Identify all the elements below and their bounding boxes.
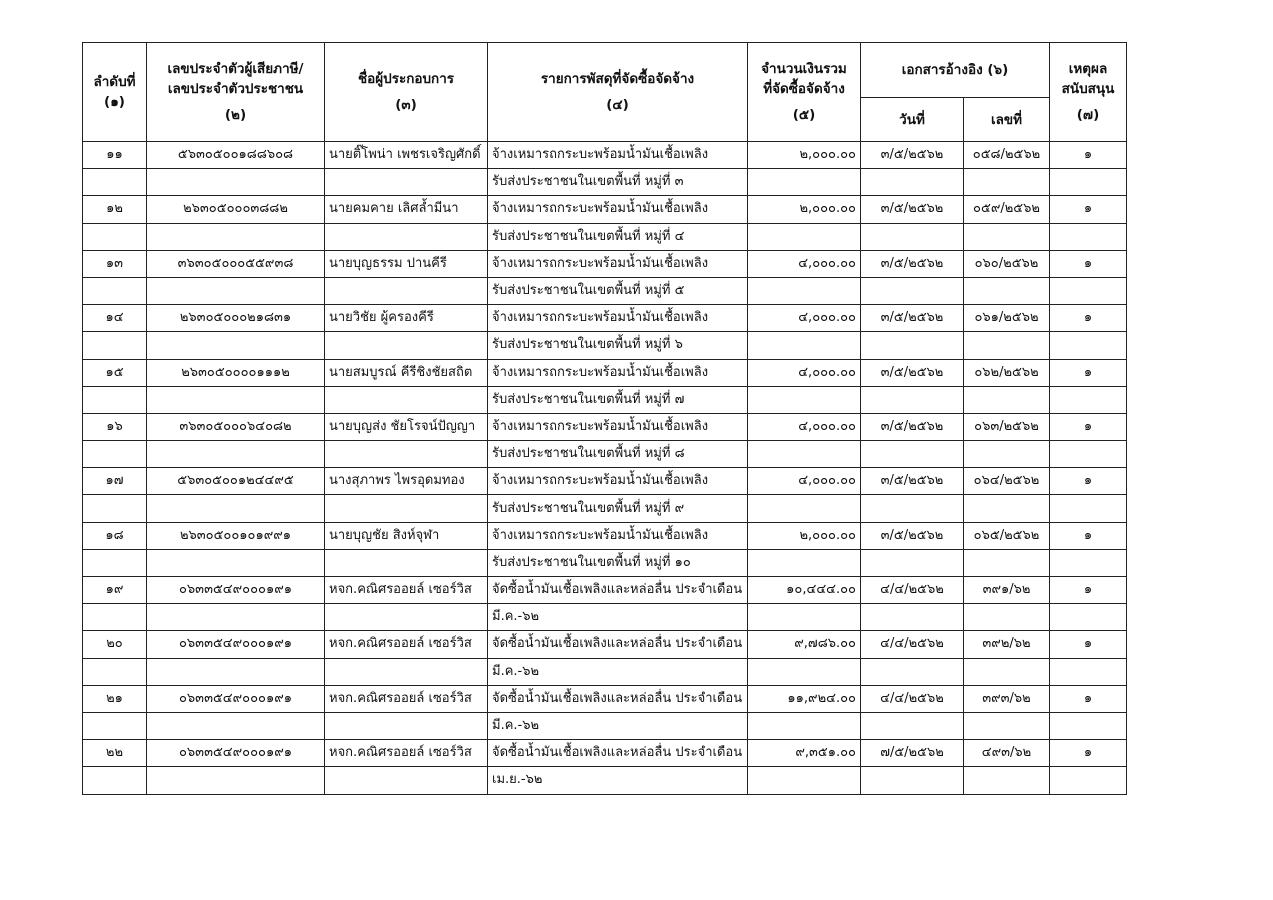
empty-cell [147,658,325,685]
cell-item: จ้างเหมารถกระบะพร้อมน้ำมันเชื้อเพลิง [488,305,748,332]
empty-cell [83,441,147,468]
cell-taxid: ๒๖๓๐๕๐๐๐๒๑๘๓๑ [147,305,325,332]
cell-vendor: หจก.คณิศรออยล์ เซอร์วิส [325,740,488,767]
empty-cell [147,767,325,794]
cell-item-continuation: รับส่งประชาชนในเขตพื้นที่ หมู่ที่ ๔ [488,223,748,250]
empty-cell [748,441,861,468]
empty-cell [1050,549,1127,576]
cell-item: จัดซื้อน้ำมันเชื้อเพลิงและหล่อลื่น ประจำเดือน [488,577,748,604]
cell-reason: ๑ [1050,468,1127,495]
table-row-continuation [83,604,1127,631]
cell-seq: ๑๕ [83,359,147,386]
cell-ref-no: ๔๙๓/๖๒ [964,740,1050,767]
cell-reason: ๑ [1050,740,1127,767]
cell-seq: ๑๖ [83,413,147,440]
empty-cell [83,277,147,304]
empty-cell [83,549,147,576]
cell-ref-date: ๓/๕/๒๕๖๒ [861,359,964,386]
empty-cell [83,658,147,685]
cell-ref-no: ๐๖๔/๒๕๖๒ [964,468,1050,495]
empty-cell [83,332,147,359]
cell-vendor: หจก.คณิศรออยล์ เซอร์วิส [325,577,488,604]
cell-taxid: ๐๖๓๓๕๔๙๐๐๐๑๙๑ [147,740,325,767]
empty-cell [861,549,964,576]
empty-cell [861,767,964,794]
empty-cell [325,549,488,576]
cell-seq: ๒๒ [83,740,147,767]
empty-cell [147,169,325,196]
header-ref-date: วันที่ [861,98,964,142]
cell-reason: ๑ [1050,685,1127,712]
cell-vendor: นายวิชัย ผู้ครองคีรี [325,305,488,332]
cell-vendor: นายบุญส่ง ชัยโรจน์ปัญญา [325,413,488,440]
cell-reason: ๑ [1050,142,1127,169]
empty-cell [325,223,488,250]
empty-cell [147,223,325,250]
cell-ref-no: ๐๖๓/๒๕๖๒ [964,413,1050,440]
cell-seq: ๒๐ [83,631,147,658]
empty-cell [325,277,488,304]
empty-cell [325,712,488,739]
table-body [83,142,1127,795]
cell-ref-date: ๔/๔/๒๕๖๒ [861,631,964,658]
cell-reason: ๑ [1050,413,1127,440]
empty-cell [861,658,964,685]
empty-cell [147,441,325,468]
empty-cell [748,223,861,250]
cell-amount: ๙,๓๕๑.๐๐ [748,740,861,767]
table-row-continuation [83,549,1127,576]
table-row-continuation [83,658,1127,685]
cell-seq: ๑๘ [83,522,147,549]
table-row [83,196,1127,223]
empty-cell [147,332,325,359]
empty-cell [964,495,1050,522]
table-row [83,250,1127,277]
table-row [83,577,1127,604]
cell-taxid: ๓๖๓๐๕๐๐๐๕๕๙๓๘ [147,250,325,277]
cell-item-continuation: รับส่งประชาชนในเขตพื้นที่ หมู่ที่ ๙ [488,495,748,522]
cell-item-continuation: มี.ค.-๖๒ [488,712,748,739]
cell-item: จ้างเหมารถกระบะพร้อมน้ำมันเชื้อเพลิง [488,468,748,495]
cell-reason: ๑ [1050,359,1127,386]
table-row-continuation [83,223,1127,250]
cell-ref-date: ๗/๕/๒๕๖๒ [861,740,964,767]
empty-cell [861,386,964,413]
table-row-continuation [83,332,1127,359]
header-reference: เอกสารอ้างอิง (๖) [861,43,1050,98]
header-seq: ลำดับที่ (๑) [83,43,147,142]
cell-taxid: ๐๖๓๓๕๔๙๐๐๐๑๙๑ [147,577,325,604]
cell-reason: ๑ [1050,631,1127,658]
table-row-continuation [83,441,1127,468]
cell-item-continuation: รับส่งประชาชนในเขตพื้นที่ หมู่ที่ ๓ [488,169,748,196]
cell-taxid: ๓๖๓๐๕๐๐๐๖๔๐๘๒ [147,413,325,440]
cell-ref-no: ๓๙๑/๖๒ [964,577,1050,604]
cell-item: จ้างเหมารถกระบะพร้อมน้ำมันเชื้อเพลิง [488,522,748,549]
empty-cell [1050,169,1127,196]
table-row-continuation [83,277,1127,304]
empty-cell [1050,332,1127,359]
cell-vendor: นายติ๊โพน่า เพชรเจริญศักดิ์ [325,142,488,169]
cell-vendor: นายสมบูรณ์ คีรีชิงชัยสถิต [325,359,488,386]
cell-item-continuation: มี.ค.-๖๒ [488,658,748,685]
empty-cell [861,332,964,359]
table-row [83,359,1127,386]
cell-seq: ๑๓ [83,250,147,277]
header-taxid: เลขประจำตัวผู้เสียภาษี/ เลขประจำตัวประชาชน (๒) [147,43,325,142]
table-row-continuation [83,495,1127,522]
cell-ref-date: ๓/๕/๒๕๖๒ [861,522,964,549]
empty-cell [748,604,861,631]
cell-item-continuation: รับส่งประชาชนในเขตพื้นที่ หมู่ที่ ๗ [488,386,748,413]
table-row [83,522,1127,549]
cell-ref-date: ๓/๕/๒๕๖๒ [861,468,964,495]
cell-item: จ้างเหมารถกระบะพร้อมน้ำมันเชื้อเพลิง [488,359,748,386]
cell-taxid: ๒๖๓๐๕๐๐๐๓๘๘๒ [147,196,325,223]
cell-amount: ๔,๐๐๐.๐๐ [748,413,861,440]
empty-cell [748,386,861,413]
table-row-continuation [83,712,1127,739]
cell-taxid: ๒๖๓๐๕๐๐๑๐๑๙๙๑ [147,522,325,549]
cell-seq: ๑๗ [83,468,147,495]
empty-cell [147,277,325,304]
cell-taxid: ๒๖๓๐๕๐๐๐๐๑๑๑๒ [147,359,325,386]
cell-vendor: นายคมคาย เลิศล้ำมีนา [325,196,488,223]
empty-cell [325,767,488,794]
empty-cell [861,712,964,739]
empty-cell [325,386,488,413]
cell-seq: ๑๙ [83,577,147,604]
empty-cell [1050,386,1127,413]
cell-item: จัดซื้อน้ำมันเชื้อเพลิงและหล่อลื่น ประจำเดือน [488,631,748,658]
table-row-continuation [83,767,1127,794]
cell-amount: ๙,๗๘๖.๐๐ [748,631,861,658]
empty-cell [83,767,147,794]
cell-seq: ๒๑ [83,685,147,712]
empty-cell [964,386,1050,413]
cell-ref-no: ๐๖๒/๒๕๖๒ [964,359,1050,386]
cell-amount: ๒,๐๐๐.๐๐ [748,196,861,223]
cell-item-continuation: รับส่งประชาชนในเขตพื้นที่ หมู่ที่ ๘ [488,441,748,468]
cell-amount: ๔,๐๐๐.๐๐ [748,250,861,277]
cell-taxid: ๕๖๓๐๕๐๐๑๒๔๔๙๕ [147,468,325,495]
empty-cell [964,712,1050,739]
empty-cell [748,169,861,196]
cell-item: จ้างเหมารถกระบะพร้อมน้ำมันเชื้อเพลิง [488,250,748,277]
cell-item: จ้างเหมารถกระบะพร้อมน้ำมันเชื้อเพลิง [488,142,748,169]
cell-vendor: หจก.คณิศรออยล์ เซอร์วิส [325,685,488,712]
empty-cell [964,169,1050,196]
cell-ref-date: ๓/๕/๒๕๖๒ [861,250,964,277]
empty-cell [1050,658,1127,685]
empty-cell [964,441,1050,468]
empty-cell [964,277,1050,304]
cell-ref-date: ๔/๔/๒๕๖๒ [861,685,964,712]
empty-cell [83,712,147,739]
table-row [83,413,1127,440]
table-row [83,740,1127,767]
cell-ref-date: ๓/๕/๒๕๖๒ [861,413,964,440]
empty-cell [748,712,861,739]
cell-ref-no: ๓๙๒/๖๒ [964,631,1050,658]
cell-ref-no: ๐๖๐/๒๕๖๒ [964,250,1050,277]
empty-cell [83,169,147,196]
cell-ref-date: ๓/๕/๒๕๖๒ [861,196,964,223]
cell-taxid: ๐๖๓๓๕๔๙๐๐๐๑๙๑ [147,631,325,658]
empty-cell [83,604,147,631]
cell-reason: ๑ [1050,196,1127,223]
header-reason: เหตุผล สนับสนุน (๗) [1050,43,1127,142]
table-row-continuation [83,169,1127,196]
cell-item-continuation: รับส่งประชาชนในเขตพื้นที่ หมู่ที่ ๑๐ [488,549,748,576]
cell-item-continuation: รับส่งประชาชนในเขตพื้นที่ หมู่ที่ ๖ [488,332,748,359]
cell-vendor: นายบุญธรรม ปานคีรี [325,250,488,277]
empty-cell [861,223,964,250]
empty-cell [147,549,325,576]
cell-seq: ๑๑ [83,142,147,169]
empty-cell [964,604,1050,631]
table-row [83,305,1127,332]
cell-reason: ๑ [1050,250,1127,277]
cell-amount: ๔,๐๐๐.๐๐ [748,468,861,495]
empty-cell [1050,441,1127,468]
table-row [83,142,1127,169]
empty-cell [861,495,964,522]
empty-cell [147,386,325,413]
empty-cell [1050,712,1127,739]
cell-ref-date: ๓/๕/๒๕๖๒ [861,305,964,332]
empty-cell [748,332,861,359]
empty-cell [861,277,964,304]
empty-cell [325,332,488,359]
empty-cell [147,604,325,631]
cell-amount: ๒,๐๐๐.๐๐ [748,522,861,549]
cell-ref-date: ๔/๔/๒๕๖๒ [861,577,964,604]
empty-cell [83,386,147,413]
cell-seq: ๑๒ [83,196,147,223]
empty-cell [1050,495,1127,522]
empty-cell [964,332,1050,359]
empty-cell [861,169,964,196]
cell-ref-no: ๐๖๑/๒๕๖๒ [964,305,1050,332]
table-row [83,468,1127,495]
empty-cell [1050,604,1127,631]
cell-vendor: นางสุภาพร ไพรอุดมทอง [325,468,488,495]
empty-cell [1050,277,1127,304]
cell-amount: ๒,๐๐๐.๐๐ [748,142,861,169]
empty-cell [748,767,861,794]
cell-ref-no: ๓๙๓/๖๒ [964,685,1050,712]
table-row [83,631,1127,658]
cell-ref-no: ๐๕๙/๒๕๖๒ [964,196,1050,223]
cell-amount: ๔,๐๐๐.๐๐ [748,359,861,386]
empty-cell [1050,223,1127,250]
empty-cell [861,604,964,631]
cell-taxid: ๕๖๓๐๕๐๐๑๘๘๖๐๘ [147,142,325,169]
header-item: รายการพัสดุที่จัดซื้อจัดจ้าง (๔) [488,43,748,142]
cell-seq: ๑๔ [83,305,147,332]
empty-cell [964,223,1050,250]
empty-cell [325,169,488,196]
cell-reason: ๑ [1050,305,1127,332]
empty-cell [147,712,325,739]
cell-item: จ้างเหมารถกระบะพร้อมน้ำมันเชื้อเพลิง [488,196,748,223]
empty-cell [748,495,861,522]
empty-cell [83,495,147,522]
empty-cell [748,549,861,576]
empty-cell [147,495,325,522]
empty-cell [861,441,964,468]
cell-item: จ้างเหมารถกระบะพร้อมน้ำมันเชื้อเพลิง [488,413,748,440]
empty-cell [325,658,488,685]
cell-taxid: ๐๖๓๓๕๔๙๐๐๐๑๙๑ [147,685,325,712]
empty-cell [748,277,861,304]
cell-ref-date: ๓/๕/๒๕๖๒ [861,142,964,169]
cell-reason: ๑ [1050,522,1127,549]
cell-item: จัดซื้อน้ำมันเชื้อเพลิงและหล่อลื่น ประจำเดือน [488,740,748,767]
empty-cell [83,223,147,250]
cell-amount: ๔,๐๐๐.๐๐ [748,305,861,332]
empty-cell [325,604,488,631]
empty-cell [325,441,488,468]
cell-reason: ๑ [1050,577,1127,604]
empty-cell [964,767,1050,794]
empty-cell [964,658,1050,685]
cell-ref-no: ๐๕๘/๒๕๖๒ [964,142,1050,169]
cell-vendor: นายบุญชัย สิงห์จุฬา [325,522,488,549]
procurement-table [82,42,1127,795]
cell-item-continuation: มี.ค.-๖๒ [488,604,748,631]
cell-vendor: หจก.คณิศรออยล์ เซอร์วิส [325,631,488,658]
cell-amount: ๑๐,๔๔๔.๐๐ [748,577,861,604]
header-amount: จำนวนเงินรวม ที่จัดซื้อจัดจ้าง (๕) [748,43,861,142]
cell-item-continuation: เม.ย.-๖๒ [488,767,748,794]
cell-ref-no: ๐๖๕/๒๕๖๒ [964,522,1050,549]
cell-item: จัดซื้อน้ำมันเชื้อเพลิงและหล่อลื่น ประจำเดือน [488,685,748,712]
empty-cell [1050,767,1127,794]
cell-amount: ๑๑,๙๒๔.๐๐ [748,685,861,712]
table-row [83,685,1127,712]
empty-cell [325,495,488,522]
table-row-continuation [83,386,1127,413]
header-ref-no: เลขที่ [964,98,1050,142]
header-vendor: ชื่อผู้ประกอบการ (๓) [325,43,488,142]
empty-cell [964,549,1050,576]
cell-item-continuation: รับส่งประชาชนในเขตพื้นที่ หมู่ที่ ๕ [488,277,748,304]
empty-cell [748,658,861,685]
